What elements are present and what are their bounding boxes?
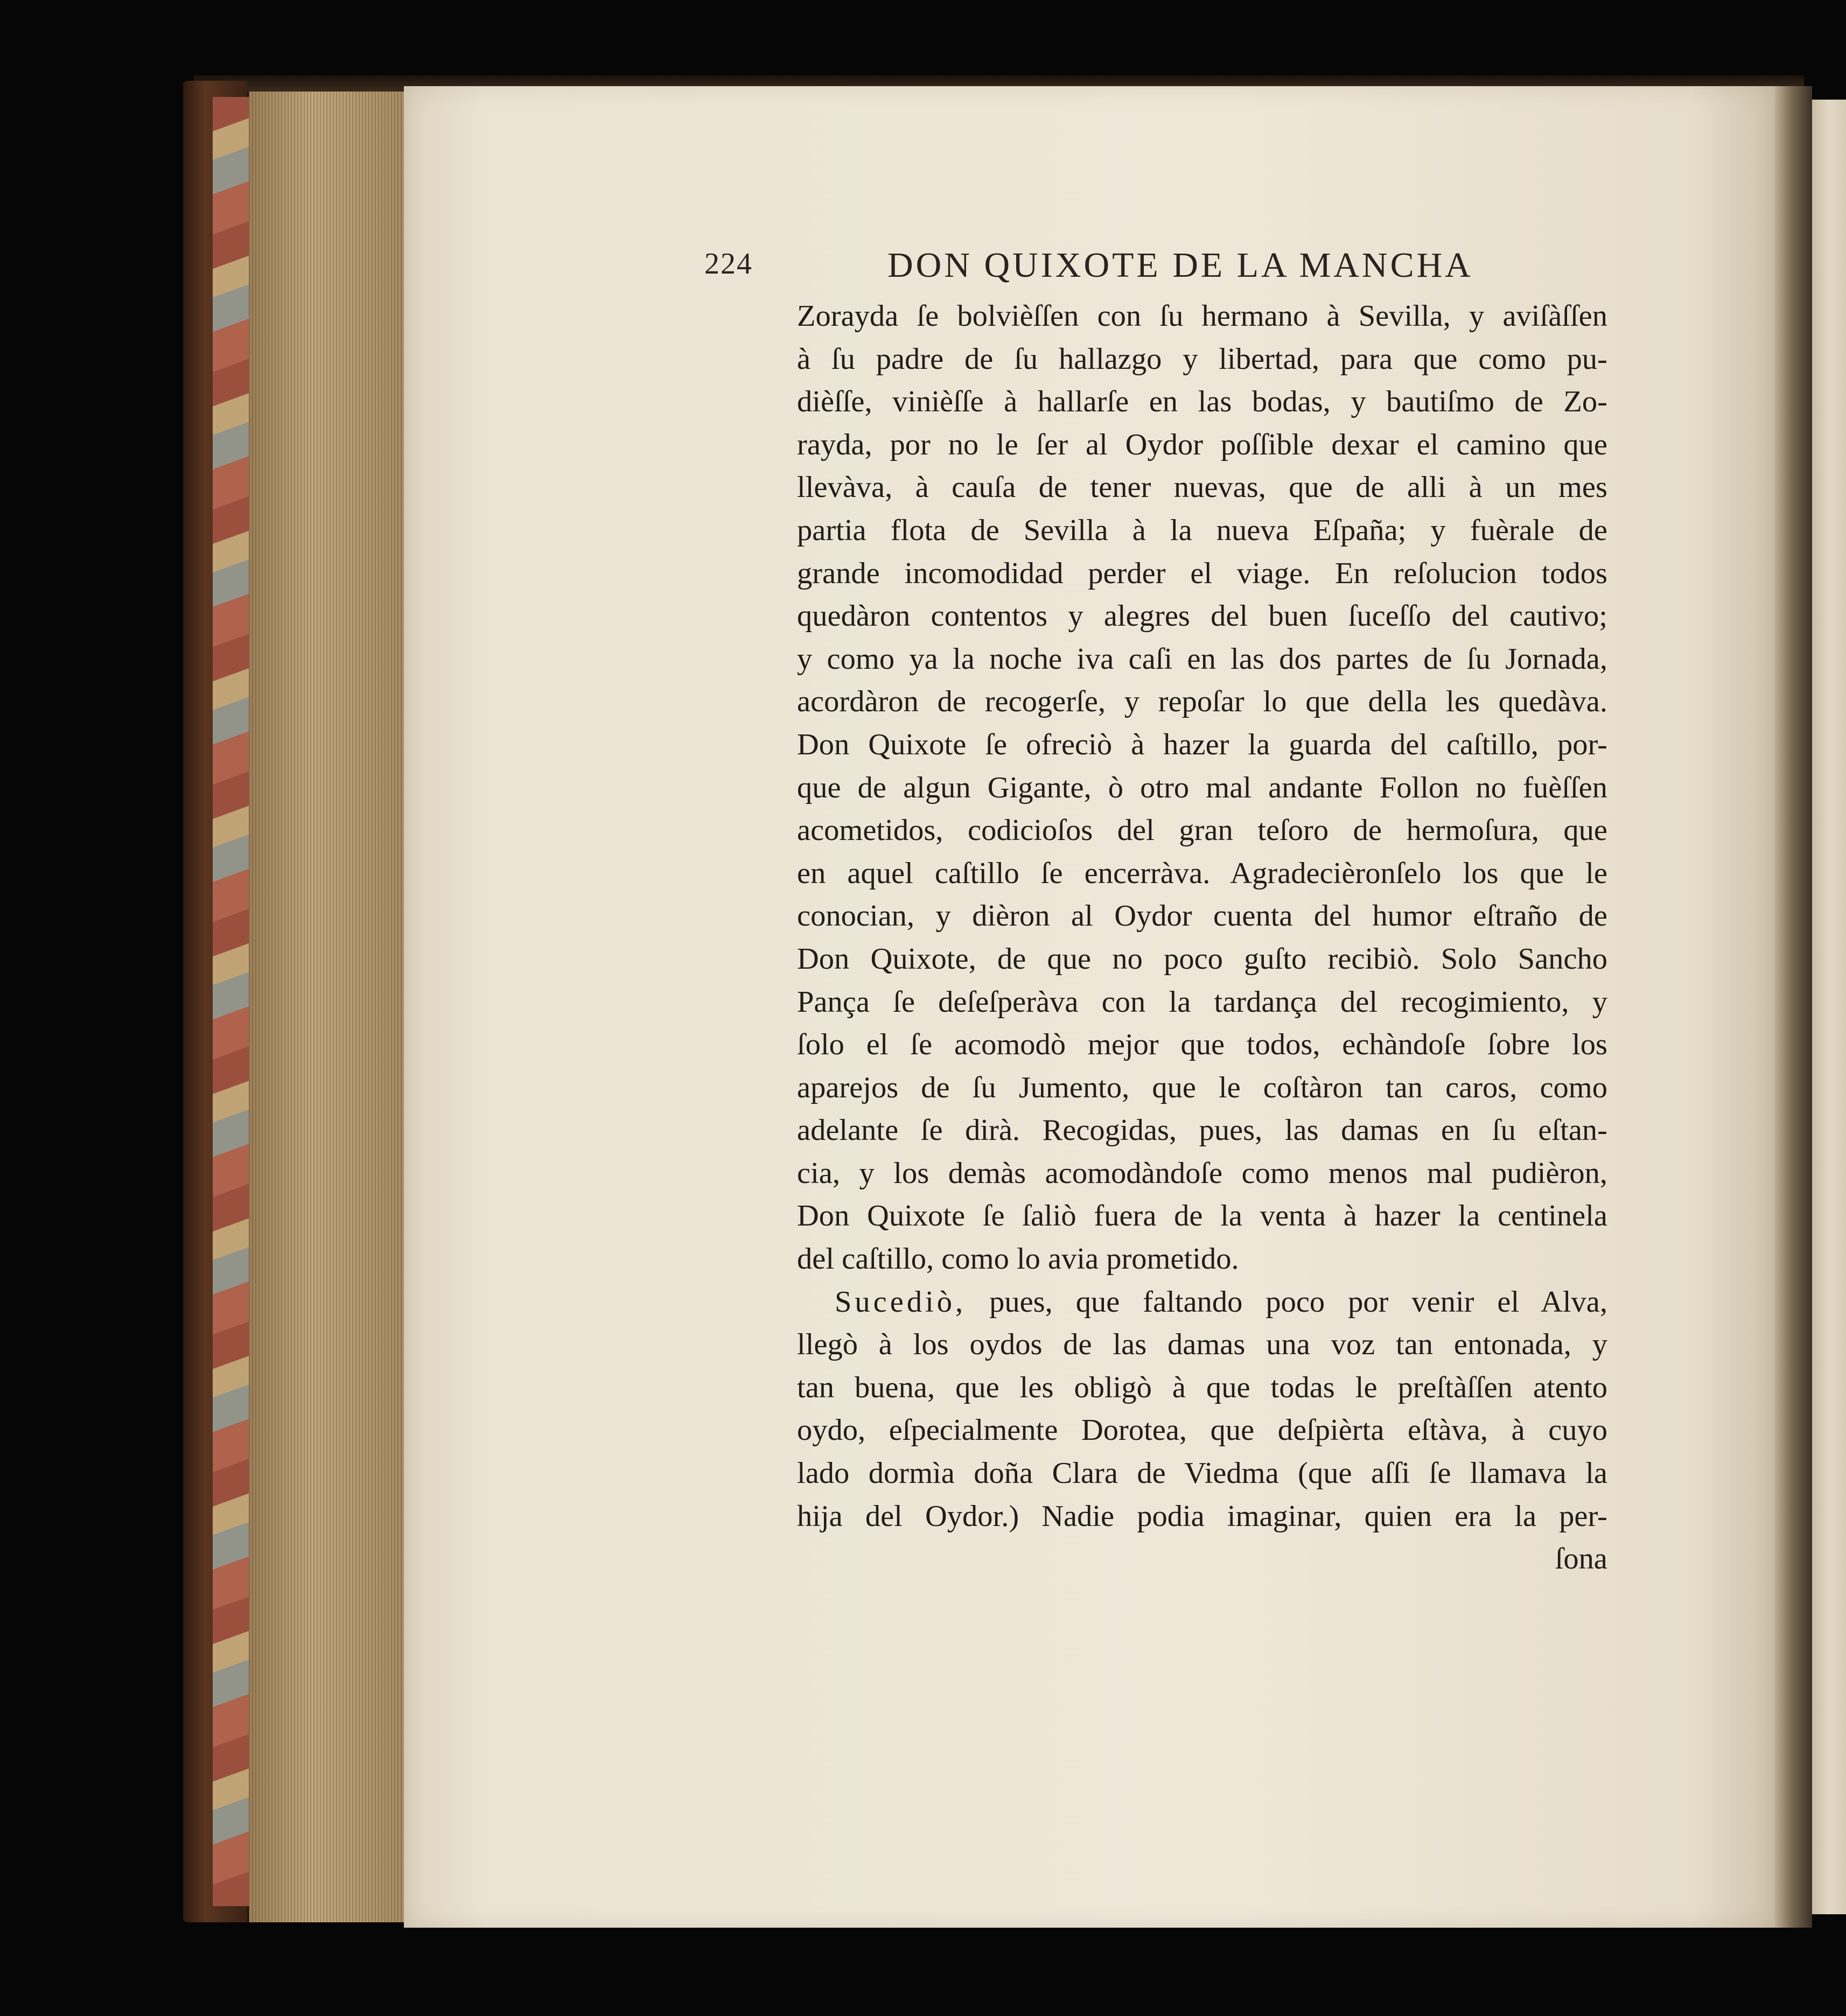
running-head: DON QUIXOTE DE LA MANCHA [887,246,1473,285]
text-line: rayda, por no le ſer al Oydor poſſible dexar el camino que [797,428,1607,461]
text-line: quedàron contentos y alegres del buen ſuceſſo del cautivo; [797,599,1607,633]
text-line: acordàron de recogerſe, y repoſar lo que della les quedàva. [797,685,1607,719]
text-line: acometidos, codicioſos del gran teſoro de hermoſura, que [797,814,1607,848]
text-line: aparejos de ſu Jumento, que le coſtàron tan caros, como [797,1070,1607,1104]
text-line: adelante ſe dirà. Recogidas, pues, las damas en ſu eſtan- [797,1114,1607,1147]
text-line: dièſſe, vinièſſe à hallarſe en las bodas, y bautiſmo de Zo- [797,385,1607,419]
page-number: 224 [704,247,753,281]
text-line: que de algun Gigante, ò otro mal andante Follon no fuèſſen [797,771,1607,804]
text-line: Don Quixote, de que no poco guſto recibiò. Solo Sancho [797,942,1607,976]
catchword: ſona [1555,1542,1607,1576]
text-line: partia flota de Sevilla à la nueva Eſpaña; y fuèrale de [797,513,1607,547]
text-line: Pança ſe deſeſperàva con la tardança del recogimiento, y [797,985,1607,1019]
text-line: Zorayda ſe bolvièſſen con ſu hermano à Sevilla, y aviſàſſen [797,299,1607,333]
facing-page-edge [1812,100,1846,1914]
paragraph-end-line: del caſtillo, como lo avia prometido. [797,1242,1239,1276]
text-line: llegò à los oydos de las damas una voz tan entonada, y [797,1328,1607,1362]
text-line: grande incomodidad perder el viage. En reſolucion todos [797,556,1607,590]
text-line: tan buena, que les obligò à que todas le preſtàſſen atento [797,1370,1607,1404]
text-line: ſolo el ſe acomodò mejor que todos, echàndoſe ſobre los [797,1028,1607,1062]
body-text [797,295,1607,1581]
text-line: hija del Oydor.) Nadie podia imaginar, quien era la per- [797,1499,1607,1533]
text-line: y como ya la noche iva caſi en las dos partes de ſu Jornada, [797,642,1607,676]
text-line: lado dormìa doña Clara de Viedma (que aſſi ſe llamava la [797,1457,1607,1490]
book-gutter [1774,86,1812,1928]
text-line: Don Quixote ſe ſaliò fuera de la venta à hazer la centinela [797,1199,1607,1233]
page-fore-edge [249,92,408,1922]
marbled-endpaper [213,97,250,1906]
text-line: oydo, eſpecialmente Dorotea, que deſpièrta eſtàva, à cuyo [797,1413,1607,1447]
paragraph-opening-rest: pues, que faltando poco por venir el Alva, [989,1285,1607,1319]
text-line: cia, y los demàs acomodàndoſe como menos mal pudièron, [797,1156,1607,1190]
paragraph-opening-word: Sucediò, [835,1285,967,1319]
text-line: Don Quixote ſe ofreciò à hazer la guarda del caſtillo, por- [797,727,1607,761]
text-line: conocian, y dièron al Oydor cuenta del humor eſtraño de [797,899,1607,933]
text-line: à ſu padre de ſu hallazgo y libertad, para que como pu- [797,342,1607,376]
text-line: en aquel caſtillo ſe encerràva. Agradecièronſelo los que le [797,856,1607,890]
text-line: llevàva, à cauſa de tener nuevas, que de alli à un mes [797,471,1607,505]
paragraph-start-line [797,1281,1607,1324]
